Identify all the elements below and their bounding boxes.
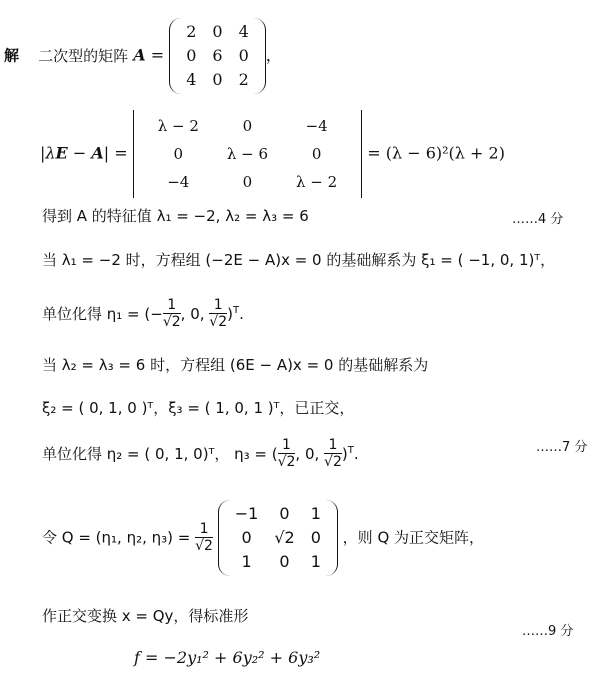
transform-text: 作正交变换 x = Qy，得标准形 (42, 607, 249, 625)
matrix-q-intro: 令 Q = (η₁, η₂, η₃) = (42, 528, 196, 547)
matrix-q-tail: ，则 Q 为正交矩阵， (342, 528, 485, 547)
matrix-a-cell: 0 (186, 46, 197, 65)
xi23-text: ξ₂ = ( 0, 1, 0 )ᵀ，ξ₃ = ( 1, 0, 1 )ᵀ，已正交， (42, 399, 355, 417)
det-cell: 0 (173, 145, 184, 163)
score-marker-7: ……7 分 (536, 440, 588, 455)
line-matrix-q: 令 Q = (η₁, η₂, η₃) = $\frac{1}{√2}$ −1 0 1 0 √2 0 1 0 1 ，则 Q 为正交矩阵， (42, 500, 484, 576)
lambda1-system-text: 当 λ₁ = −2 时，方程组 (−2E − A)x = 0 的基础解系为 ξ₁ = ( −1, 0, 1)ᵀ， (42, 251, 556, 269)
matrix-q-cell: √2 (274, 528, 295, 547)
matrix-q-cell: 0 (310, 528, 321, 547)
eta1-text: 单位化得 η₁ = (− (42, 305, 163, 323)
matrix-a (169, 18, 266, 94)
solution-label: 解 (4, 46, 20, 65)
line-transform (42, 606, 248, 626)
matrix-a-cell: 4 (238, 22, 249, 41)
characteristic-polynomial: = (λ − 6)²(λ + 2) (367, 143, 505, 163)
line-lambda1-system (42, 250, 555, 270)
line-matrix-a: 解 二次型的矩阵 A = 2 0 4 0 6 0 4 0 2 ， (4, 18, 282, 94)
eta23-text: 单位化得 η₂ = ( 0, 1, 0)ᵀ， η₃ = ( (42, 445, 278, 463)
det-cell: −4 (305, 117, 328, 135)
matrix-a-cell: 2 (238, 70, 249, 89)
line-eta23: 单位化得 η₂ = ( 0, 1, 0)ᵀ， η₃ = ( $\frac{1}{√2}$ , 0, $\frac{1}{√2}$ )$^T$. (42, 437, 359, 470)
matrix-a-cell: 6 (212, 46, 223, 65)
line-eigenvalues (42, 206, 309, 226)
matrix-q-cell: −1 (234, 504, 259, 523)
det-cell: −4 (167, 173, 190, 191)
det-cell: 0 (311, 145, 322, 163)
matrix-q-cell: 0 (279, 552, 290, 571)
matrix-q-cell: 0 (241, 528, 252, 547)
line-lambda23-system (42, 355, 428, 375)
matrix-q-cell: 1 (310, 552, 321, 571)
matrix-a-cell: 0 (212, 70, 223, 89)
line-eta1: 单位化得 η₁ = (− $\frac{1}{√2}$ , 0, $\frac{1}{√2}$ )$^T$. (42, 297, 244, 330)
matrix-q-cell: 1 (241, 552, 252, 571)
line-xi23 (42, 398, 354, 418)
lambda23-system-text: 当 λ₂ = λ₃ = 6 时，方程组 (6E − A)x = 0 的基础解系为 (42, 356, 429, 374)
score-marker-4: ……4 分 (512, 212, 564, 227)
line-determinant: |λE − A| = λ − 2 0 −4 0 λ − 6 0 −4 0 λ − 2 = (λ − 6)²(λ + 2) (40, 110, 505, 198)
det-cell: λ − 2 (296, 173, 338, 191)
matrix-q-cell: 1 (310, 504, 321, 523)
det-cell: 0 (242, 173, 253, 191)
det-cell: λ − 6 (226, 145, 269, 163)
matrix-q (218, 500, 338, 576)
standard-form-text: f = −2y₁² + 6y₂² + 6y₃² (134, 648, 321, 667)
matrix-a-cell: 0 (212, 22, 223, 41)
determinant-matrix (133, 110, 362, 198)
matrix-a-cell: 0 (238, 46, 249, 65)
line-standard-form (134, 648, 320, 668)
matrix-q-cell: 0 (279, 504, 290, 523)
det-cell: 0 (242, 117, 253, 135)
eigenvalues-text: 得到 A 的特征值 λ₁ = −2, λ₂ = λ₃ = 6 (42, 207, 309, 225)
score-marker-9: ……9 分 (522, 624, 574, 639)
matrix-a-cell: 2 (186, 22, 197, 41)
det-cell: λ − 2 (157, 117, 199, 135)
matrix-a-cell: 4 (186, 70, 197, 89)
matrix-intro-text: 二次型的矩阵 (38, 46, 129, 65)
